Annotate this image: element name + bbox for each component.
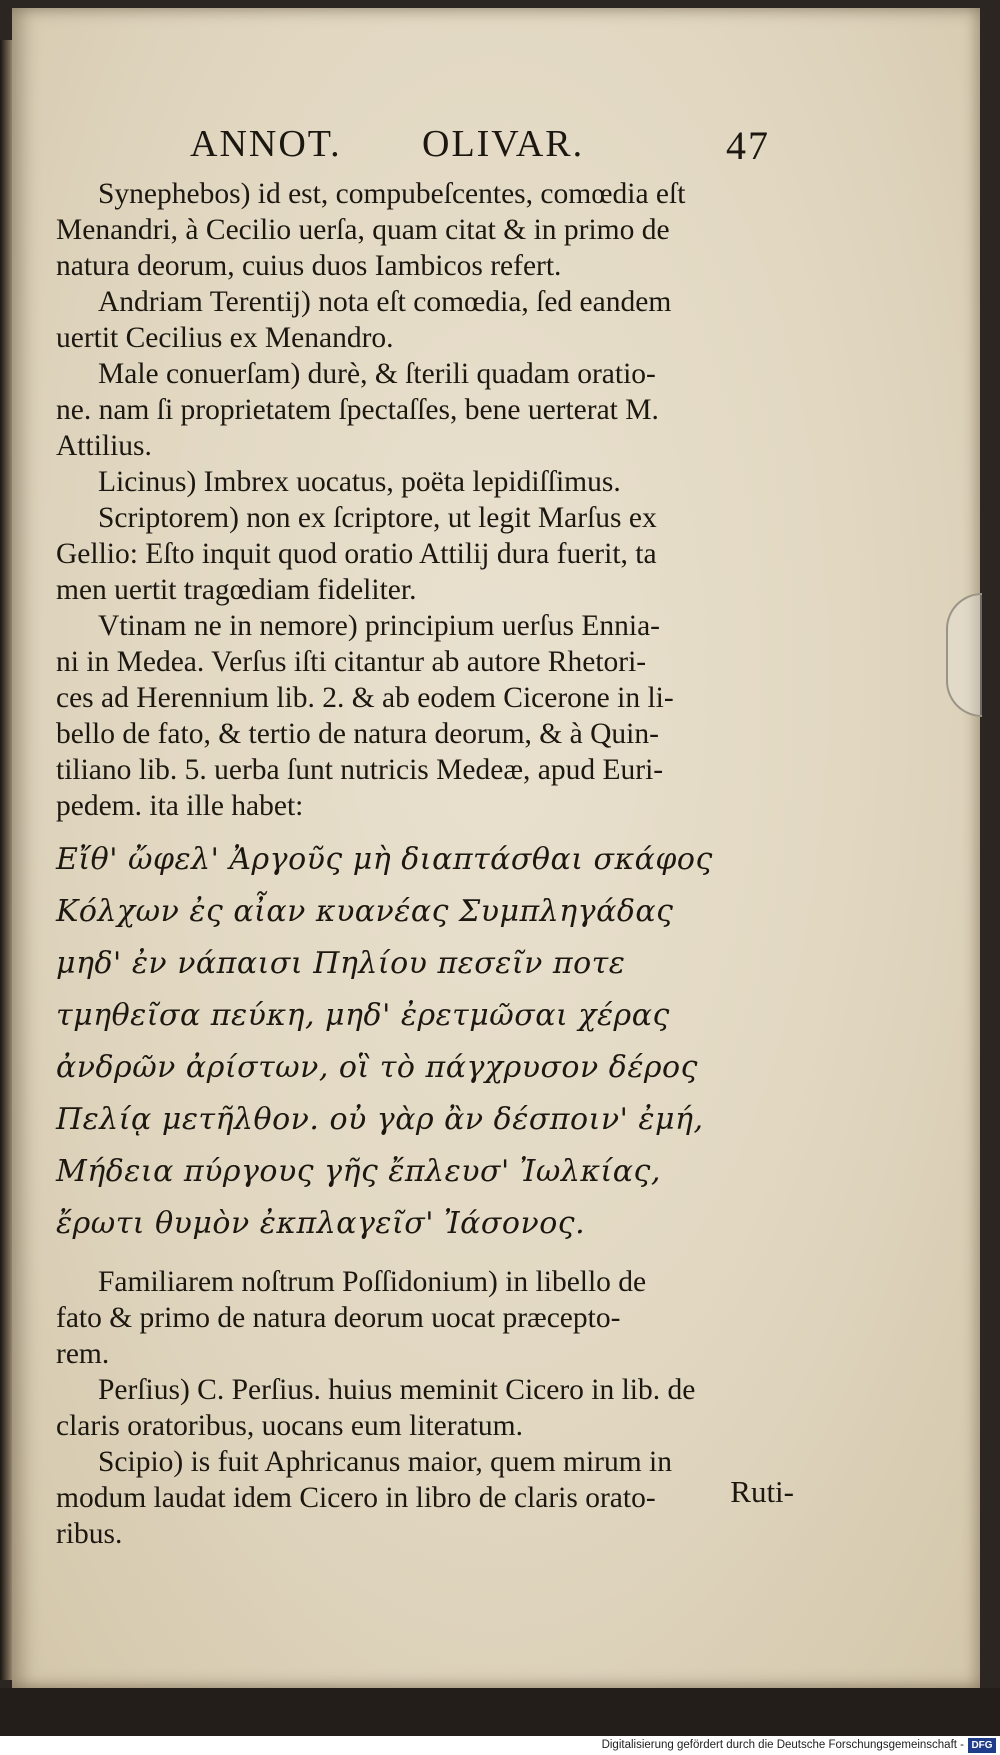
text-line: Gellio: Eſto inquit quod oratio Attilij dura fuerit, ta [56,538,657,570]
text-line: ni in Medea. Verſus iſti citantur ab autore Rhetori- [56,646,647,678]
dfg-logo: DFG [968,1738,996,1753]
text-line: Andriam Terentij) nota eſt comœdia, ſed eandem [98,286,672,318]
running-head [190,122,770,168]
paragraph [56,1372,796,1444]
paragraph [56,608,796,824]
page-number: 47 [726,123,770,168]
text-line: fato & primo de natura deorum uocat præcepto- [56,1302,621,1334]
text-line: Male conuerſam) durè, & ſterili quadam oratio- [98,358,656,390]
text-line: tiliano lib. 5. uerba ſunt nutricis Medeæ, apud Euri- [56,754,664,786]
paragraph [56,176,796,284]
scan-background [0,1688,1000,1736]
paragraph [56,1264,796,1372]
commentary-paragraphs [56,176,796,824]
page-body [56,176,796,1552]
greek-verse-block [56,834,796,1250]
text-line: ribus. [56,1518,123,1550]
paragraph [56,464,796,500]
text-line: natura deorum, cuius duos Iambicos refert. [56,250,562,282]
paragraph [56,500,796,608]
greek-verse-line: ἀνδρῶν ἀρίστων, οἳ τὸ πάγχρυσον δέρος [56,1050,698,1085]
text-line: Licinus) Imbrex uocatus, poëta lepidiſſimus. [98,466,621,498]
catchword: Ruti- [730,1474,794,1509]
greek-verse-line: Κόλχων ἐς αἶαν κυανέας Συμπληγάδας [56,894,674,929]
text-line: claris oratoribus, uocans eum literatum. [56,1410,523,1442]
text-line: Familiarem noſtrum Poſſidonium) in libello de [98,1266,647,1298]
text-line: Menandri, à Cecilio uerſa, quam citat & in primo de [56,214,670,246]
commentary-paragraphs-after [56,1264,796,1552]
paragraph [56,1444,796,1552]
running-head-middle: OLIVAR. [422,123,585,165]
text-line: ne. nam ſi proprietatem ſpectaſſes, bene uerterat M. [56,394,659,426]
text-line: modum laudat idem Cicero in libro de claris orato- [56,1482,656,1514]
scanner-clip [946,593,982,717]
footer-bar [0,1736,1000,1755]
text-line: uertit Cecilius ex Menandro. [56,322,394,354]
text-line: pedem. ita ille habet: [56,790,304,822]
text-line: rem. [56,1338,110,1370]
text-line: bello de fato, & tertio de natura deorum, & à Quin- [56,718,659,750]
greek-verse-line: Μήδεια πύργους γῆς ἔπλευσ' Ἰωλκίας, [56,1154,661,1189]
text-line: Synephebos) id est, compubeſcentes, comœdia eſt [98,178,686,210]
paragraph [56,356,796,464]
text-line: Scriptorem) non ex ſcriptore, ut legit Marſus ex [98,502,657,534]
text-line: Vtinam ne in nemore) principium uerſus Ennia- [98,610,660,642]
greek-verse-line: Εἴθ' ὤφελ' Ἀργοῦς μὴ διαπτάσθαι σκάφος [56,842,713,877]
text-line: Attilius. [56,430,152,462]
running-head-left: ANNOT. [190,123,342,165]
paragraph [56,284,796,356]
greek-verse-line: ἔρωτι θυμὸν ἐκπλαγεῖσ' Ἰάσονος. [56,1206,586,1241]
text-line: Scipio) is fuit Aphricanus maior, quem mirum in [98,1446,672,1478]
greek-verse-line: Πελίᾳ μετῆλθον. οὐ γὰρ ἂν δέσποιν' ἐμή, [56,1102,704,1137]
text-line: Perſius) C. Perſius. huius meminit Cicero in lib. de [98,1374,696,1406]
text-line: men uertit tragœdiam fideliter. [56,574,417,606]
greek-verse-line: μηδ' ἐν νάπαισι Πηλίου πεσεῖν ποτε [56,946,626,981]
footer-credit: Digitalisierung gefördert durch die Deutsche Forschungsgemeinschaft - [601,1739,964,1751]
greek-verse-line: τμηθεῖσα πεύκη, μηδ' ἐρετμῶσαι χέρας [56,998,670,1033]
text-line: ces ad Herennium lib. 2. & ab eodem Cicerone in li- [56,682,674,714]
